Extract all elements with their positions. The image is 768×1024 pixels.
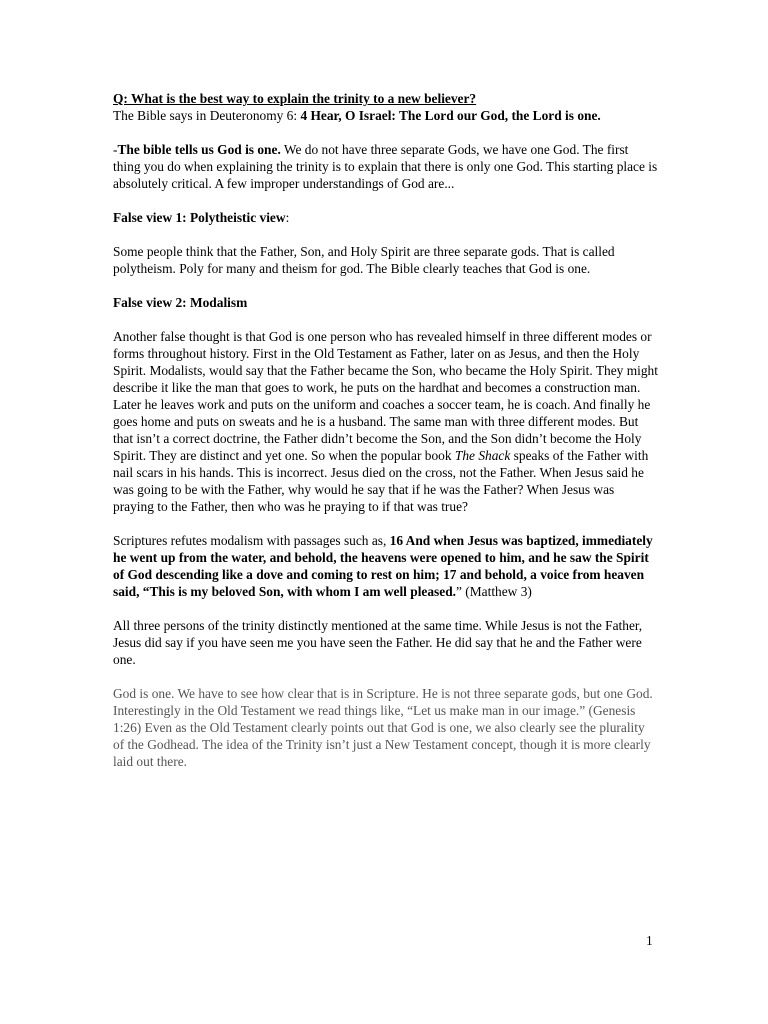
false-view-1-title: False view 1: Polytheistic view bbox=[113, 210, 286, 225]
deuteronomy-verse: 4 Hear, O Israel: The Lord our God, the Lord is one. bbox=[300, 108, 601, 123]
false-view-2-text bbox=[113, 328, 658, 515]
book-title: The Shack bbox=[454, 448, 511, 463]
god-is-one-paragraph: God is one. We have to see how clear that is in Scripture. He is not three separate gods, but one God. Interestingly in the Old Testament we read things like, “Let us make man in our image.” (Genesis 1:26) Even as the Old Testament clearly points out that God is one, we also clearly see the plurality of the Godhead. The idea of the Trinity isn’t just a New Testament concept, though it is more clearly laid out there. bbox=[113, 686, 653, 769]
modalism-text-after: speaks of the Father with nail scars in his hands. This is incorrect. Jesus died on the cross, not the Father. When Jesus said he was going to be with the Father, why would he say that if he was the Father? When Jesus was praying to the Father, then who was he praying to if that was true? bbox=[113, 448, 649, 514]
intro-lead: The Bible says in Deuteronomy 6: bbox=[113, 108, 301, 123]
one-god-paragraph bbox=[113, 141, 658, 192]
matthew-verse: 16 And when Jesus was baptized, immediately he went up from the water, and behold, the heavens were opened to him, and he saw the Spirit of God descending like a dove and coming to rest on him; 17 and behold, a voice from heaven said, “This is my beloved Son, with whom I am well pleased. bbox=[113, 533, 653, 599]
intro-paragraph bbox=[113, 107, 658, 124]
false-view-1-heading bbox=[113, 209, 658, 226]
scriptures-paragraph bbox=[113, 532, 658, 600]
one-god-dash: - bbox=[113, 142, 118, 157]
one-god-text: We do not have three separate Gods, we have one God. The first thing you do when explaining the trinity is to explain that there is only one God. This starting place is absolutely critical. A few improper understandings of God are... bbox=[113, 142, 658, 191]
document-page bbox=[113, 90, 658, 770]
three-persons-paragraph: All three persons of the trinity distinctly mentioned at the same time. While Jesus is not the Father, Jesus did say if you have seen me you have seen the Father. He did say that he and the Father were one. bbox=[113, 618, 643, 667]
false-view-1-colon: : bbox=[285, 210, 290, 225]
false-view-2-heading: False view 2: Modalism bbox=[113, 295, 248, 310]
question-heading: Q: What is the best way to explain the trinity to a new believer? bbox=[113, 91, 477, 106]
matthew-ref: ” (Matthew 3) bbox=[456, 584, 532, 599]
one-god-bold: The bible tells us God is one. bbox=[117, 142, 281, 157]
modalism-text-before: Another false thought is that God is one person who has revealed himself in three different modes or forms throughout history. First in the Old Testament as Father, later on as Jesus, and then the Holy Spirit. Modalists, would say that the Father became the Son, who became the Holy Spirit. They might describe it like the man that goes to work, he puts on the hardhat and becomes a construction man. Later he leaves work and puts on the uniform and coaches a soccer team, he is coach. And finally he goes home and puts on sweats and he is a husband. The same man with three different modes. But that isn’t a correct doctrine, the Father didn’t become the Son, and the Son didn’t become the Holy Spirit. They are distinct and yet one. So when the popular book bbox=[113, 329, 658, 463]
false-view-1-text: Some people think that the Father, Son, and Holy Spirit are three separate gods. That is called polytheism. Poly for many and theism for god. The Bible clearly teaches that God is one. bbox=[113, 244, 615, 276]
page-number: 1 bbox=[646, 933, 653, 948]
scriptures-lead: Scriptures refutes modalism with passages such as, bbox=[113, 533, 390, 548]
